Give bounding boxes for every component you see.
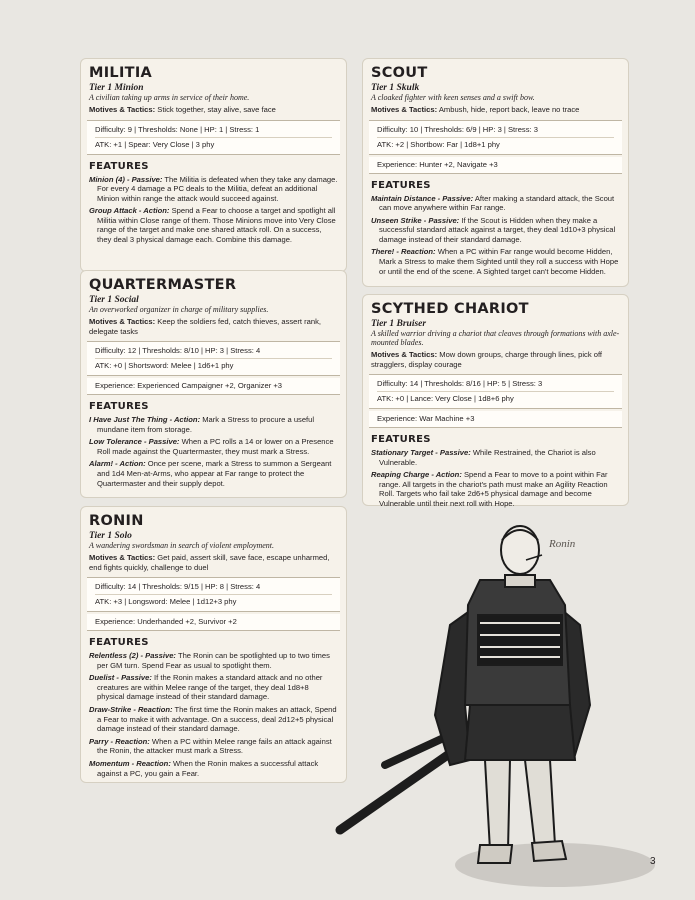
militia-feature: Group Attack - Action: Spend a Fear to choose a target and spotlight all Militia within Close range of them. Those Minions move into Very Close range of the target and make one shared attack roll. On a success, they deal 3 physical damage each. Combine this damage. [89,206,336,245]
scout-feature: There! - Reaction: When a PC within Far range would become Hidden, Mark a Stress to make them Sighted until they roll a success with Hope or until the end of the scene. A Sighted target can't become Hidden. [371,247,619,276]
quartermaster-tier: Tier 1 Social [89,295,139,305]
ronin-figure [435,526,590,863]
scout-experience: Experience: Hunter +2, Navigate +3 [369,157,622,174]
chariot-experience: Experience: War Machine +3 [369,411,622,428]
ronin-experience: Experience: Underhanded +2, Survivor +2 [87,614,340,631]
ronin-features-header: FEATURES [89,637,149,648]
militia-attack: ATK: +1 | Spear: Very Close | 3 phy [95,139,215,149]
ronin-description: A wandering swordsman in search of violent employment. [89,541,275,550]
ronin-stats: Difficulty: 14 | Thresholds: 9/15 | HP: 8 | Stress: 4 [95,580,332,595]
militia-description: A civilian taking up arms in service of their home. [89,93,250,102]
scout-attack: ATK: +2 | Shortbow: Far | 1d8+1 phy [377,139,500,149]
chariot-description: A skilled warrior driving a chariot that cleaves through formations with axle-mounted blades. [371,329,620,347]
quartermaster-stat-block [87,341,340,376]
quartermaster-feature: I Have Just The Thing - Action: Mark a Stress to procure a useful mundane item from storage. [89,415,315,434]
ronin-stat-block [87,577,340,612]
chariot-feature: Reaping Charge - Action: Spend a Fear to move to a point within Far range. All targets in the chariot's path must make an Agility Reaction Roll. Targets who fail take 2d6+5 physical damage and become Vulnerable until their next roll with Hope. [371,470,608,508]
chariot-title: SCYTHED CHARIOT [371,301,529,317]
ronin-card [80,506,347,783]
militia-title: MILITIA [89,65,153,81]
scout-card [362,58,629,287]
militia-features-header: FEATURES [89,160,149,172]
ronin-feature: Parry - Reaction: When a PC within Melee range fails an attack against the Ronin, the attacker must mark a Stress. [89,736,332,756]
ronin-feature: Draw-Strike - Reaction: The first time the Ronin makes an attack, Spend a Fear to make it with advantage. On a success, deal 2d12+5 physical damage instead of their standard damage. [89,704,337,734]
quartermaster-title: QUARTERMASTER [89,277,237,293]
quartermaster-experience: Experience: Experienced Campaigner +2, Organizer +3 [87,378,340,395]
scout-description: A cloaked fighter with keen senses and a swift bow. [371,93,535,102]
scout-title: SCOUT [371,65,428,81]
chariot-features-header: FEATURES [371,434,431,445]
quartermaster-card [80,270,347,498]
ronin-feature: Duelist - Passive: If the Ronin makes a standard attack and no other creatures are within Melee range of the target, they deal 1d8+8 physical damage instead of their standard damage. [89,673,323,702]
scout-features-header: FEATURES [371,179,431,191]
scout-stats: Difficulty: 10 | Thresholds: 6/9 | HP: 3 | Stress: 3 [377,123,614,138]
scout-stat-block [369,120,622,155]
scout-feature: Unseen Strike - Passive: If the Scout is Hidden when they make a successful standard attack against a target, they deal 1d10+3 physical damage instead of their standard damage. [371,215,616,244]
quartermaster-motives: Motives & Tactics: Keep the soldiers fed, catch thieves, assert rank, delegate tasks [89,317,322,336]
scout-tier: Tier 1 Skulk [371,83,420,93]
quartermaster-features-header: FEATURES [89,401,149,412]
page-number: 3 [650,856,656,867]
militia-tier: Tier 1 Minion [89,83,144,93]
ronin-title: RONIN [89,513,144,529]
quartermaster-description: An overworked organizer in charge of military supplies. [89,305,269,314]
chariot-attack: ATK: +0 | Lance: Very Close | 1d8+6 phy [377,394,514,403]
chariot-stats: Difficulty: 14 | Thresholds: 8/16 | HP: 5 | Stress: 3 [377,377,614,392]
quartermaster-feature: Alarm! - Action: Once per scene, mark a Stress to summon a Sergeant and 1d4 Men-at-Arms, who appear at Far range to protect the Quartermaster and their supply depot. [89,459,332,488]
ronin-motives: Motives & Tactics: Get paid, assert skill, save face, escape unharmed, end fights quickly, challenge to duel [89,553,330,572]
scout-motives: Motives & Tactics: Ambush, hide, report back, leave no trace [371,105,580,114]
ronin-tier: Tier 1 Solo [89,531,132,541]
ronin-illustration [330,505,660,900]
ronin-feature: Relentless (2) - Passive: The Ronin can be spotlighted up to two times per GM turn. Spend Fear as usual to spotlight them. [89,651,330,670]
quartermaster-feature: Low Tolerance - Passive: When a PC rolls a 14 or lower on a Presence Roll made against the Quartermaster, they must mark a Stress. [89,437,334,456]
militia-card [80,58,347,272]
chariot-feature: Stationary Target - Passive: While Restrained, the Chariot is also Vulnerable. [371,448,596,467]
militia-feature: Minion (4) - Passive: The Militia is defeated when they take any damage. For every 4 damage a PC deals to the Militia, defeat an additional Minion within range the attack would succeed against. [89,174,338,203]
ronin-attack: ATK: +3 | Longsword: Melee | 1d12+3 phy [95,597,237,606]
chariot-stat-block [369,374,622,409]
militia-stats: Difficulty: 9 | Thresholds: None | HP: 1 | Stress: 1 [95,123,332,138]
scout-feature: Maintain Distance - Passive: After making a standard attack, the Scout can move anywhere within Far range. [371,193,615,213]
quartermaster-stats: Difficulty: 12 | Thresholds: 8/10 | HP: 3 | Stress: 4 [95,344,332,359]
militia-stat-block [87,120,340,155]
chariot-card [362,294,629,506]
militia-motives: Motives & Tactics: Stick together, stay alive, save face [89,105,276,114]
chariot-tier: Tier 1 Bruiser [371,319,427,329]
chariot-motives: Motives & Tactics: Mow down groups, charge through lines, pick off stragglers, display courage [371,350,603,369]
ronin-feature: Momentum - Reaction: When the Ronin makes a successful attack against a PC, you gain a Fear. [89,758,319,778]
illustration-caption: Ronin [549,538,576,550]
quartermaster-attack: ATK: +0 | Shortsword: Melee | 1d6+1 phy [95,361,234,370]
